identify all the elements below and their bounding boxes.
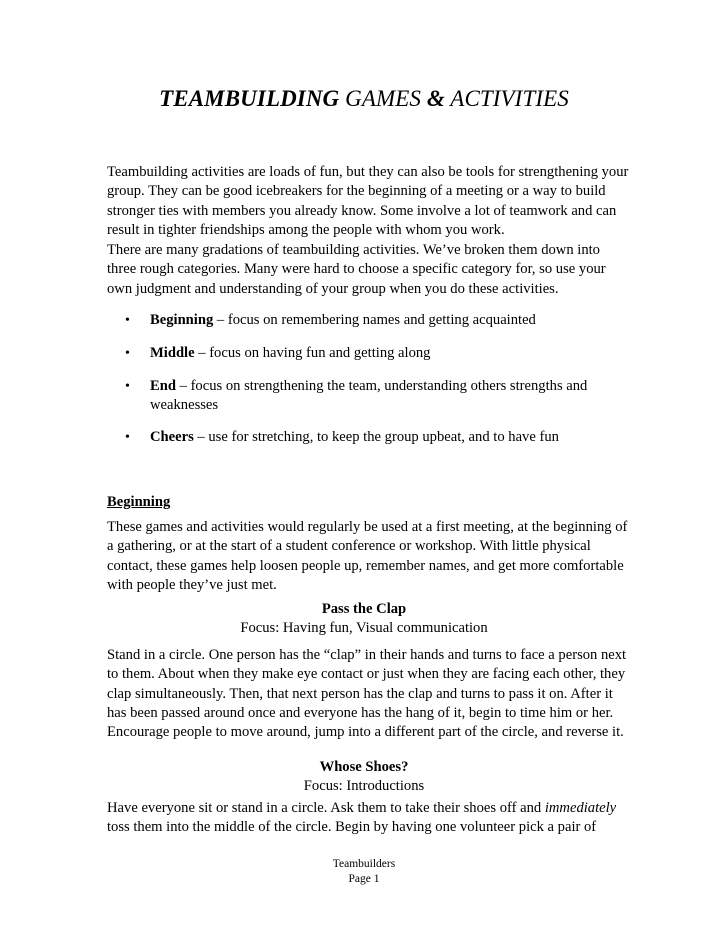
title-ampersand: & (426, 86, 445, 111)
text-line: Teambuilding activities are loads of fun, but they can also be tools for strengthening your (107, 164, 629, 180)
text-line: There are many gradations of teambuilding activities. We’ve broken them down into (107, 242, 600, 258)
category-description: – focus on having fun and getting along (194, 345, 431, 361)
category-description: – focus on strengthening the team, understanding others strengths and (175, 378, 588, 394)
activity-focus-pass-the-clap: Focus: Having fun, Visual communication (240, 620, 488, 636)
activity-title-pass-the-clap: Pass the Clap (321, 601, 407, 617)
category-term: Middle (150, 345, 195, 361)
emphasis-text: immediately (544, 800, 617, 816)
text-line: has been passed around once and everyone has the hang of it, begin to time him or her. (107, 704, 614, 721)
title-part-games: GAMES (339, 86, 427, 111)
text-line (107, 799, 627, 818)
activity-text-whose-shoes (107, 799, 627, 838)
text-line: result in tighter friendships among the people with whom you work. (107, 221, 505, 238)
bullet-icon: • (125, 313, 130, 328)
text-line: with people they’ve just met. (107, 576, 277, 593)
category-term: End (150, 378, 176, 394)
activity-focus-whose-shoes: Focus: Introductions (303, 778, 425, 794)
title-part-activities: ACTIVITIES (444, 86, 569, 111)
text-segment: Have everyone sit or stand in a circle. Ask them to take their shoes off and (107, 800, 545, 816)
text-line: three rough categories. Many were hard to choose a specific category for, so use your (107, 261, 606, 278)
category-description: – focus on remembering names and getting acquainted (213, 312, 536, 328)
bullet-icon: • (125, 379, 130, 394)
intro-paragraph-2 (107, 241, 627, 299)
bullet-icon: • (125, 430, 130, 445)
page-title (0, 86, 728, 112)
text-line: toss them into the middle of the circle. Begin by having one volunteer pick a pair of (107, 819, 597, 836)
text-line: contact, these games help loosen people up, remember names, and get more comfortable (107, 557, 624, 574)
text-line: Stand in a circle. One person has the “clap” in their hands and turns to face a person next (107, 647, 627, 663)
bullet-icon: • (125, 346, 130, 361)
intro-paragraph-1 (107, 163, 627, 240)
category-term: Beginning (150, 312, 214, 328)
category-description-continued: weaknesses (150, 397, 219, 414)
text-line: stronger ties with members you already know. Some involve a lot of teamwork and can (107, 202, 617, 219)
text-line: to them. About when they make eye contact or just when they are facing each other, they (107, 666, 626, 683)
activity-title-whose-shoes: Whose Shoes? (319, 759, 409, 775)
text-line: These games and activities would regularly be used at a first meeting, at the beginning of (107, 519, 628, 535)
category-term: Cheers (150, 429, 194, 445)
section-heading-beginning: Beginning (107, 494, 171, 510)
text-line: own judgment and understanding of your group when you do these activities. (107, 280, 559, 297)
title-bold-part: TEAMBUILDING (159, 86, 340, 111)
footer-title: Teambuilders (332, 858, 396, 870)
text-line: Encourage people to move around, jump into a different part of the circle, and reverse it. (107, 724, 624, 741)
beginning-paragraph (107, 518, 627, 595)
text-line: group. They can be good icebreakers for the beginning of a meeting or a way to build (107, 183, 606, 200)
text-line: a gathering, or at the start of a student conference or workshop. With little physical (107, 538, 591, 555)
activity-text-pass-the-clap (107, 646, 627, 742)
text-line: clap simultaneously. Then, that next person has the clap and turns to pass it on. After it (107, 685, 613, 702)
footer-page-number: Page 1 (348, 873, 380, 885)
category-description: – use for stretching, to keep the group upbeat, and to have fun (193, 429, 559, 445)
